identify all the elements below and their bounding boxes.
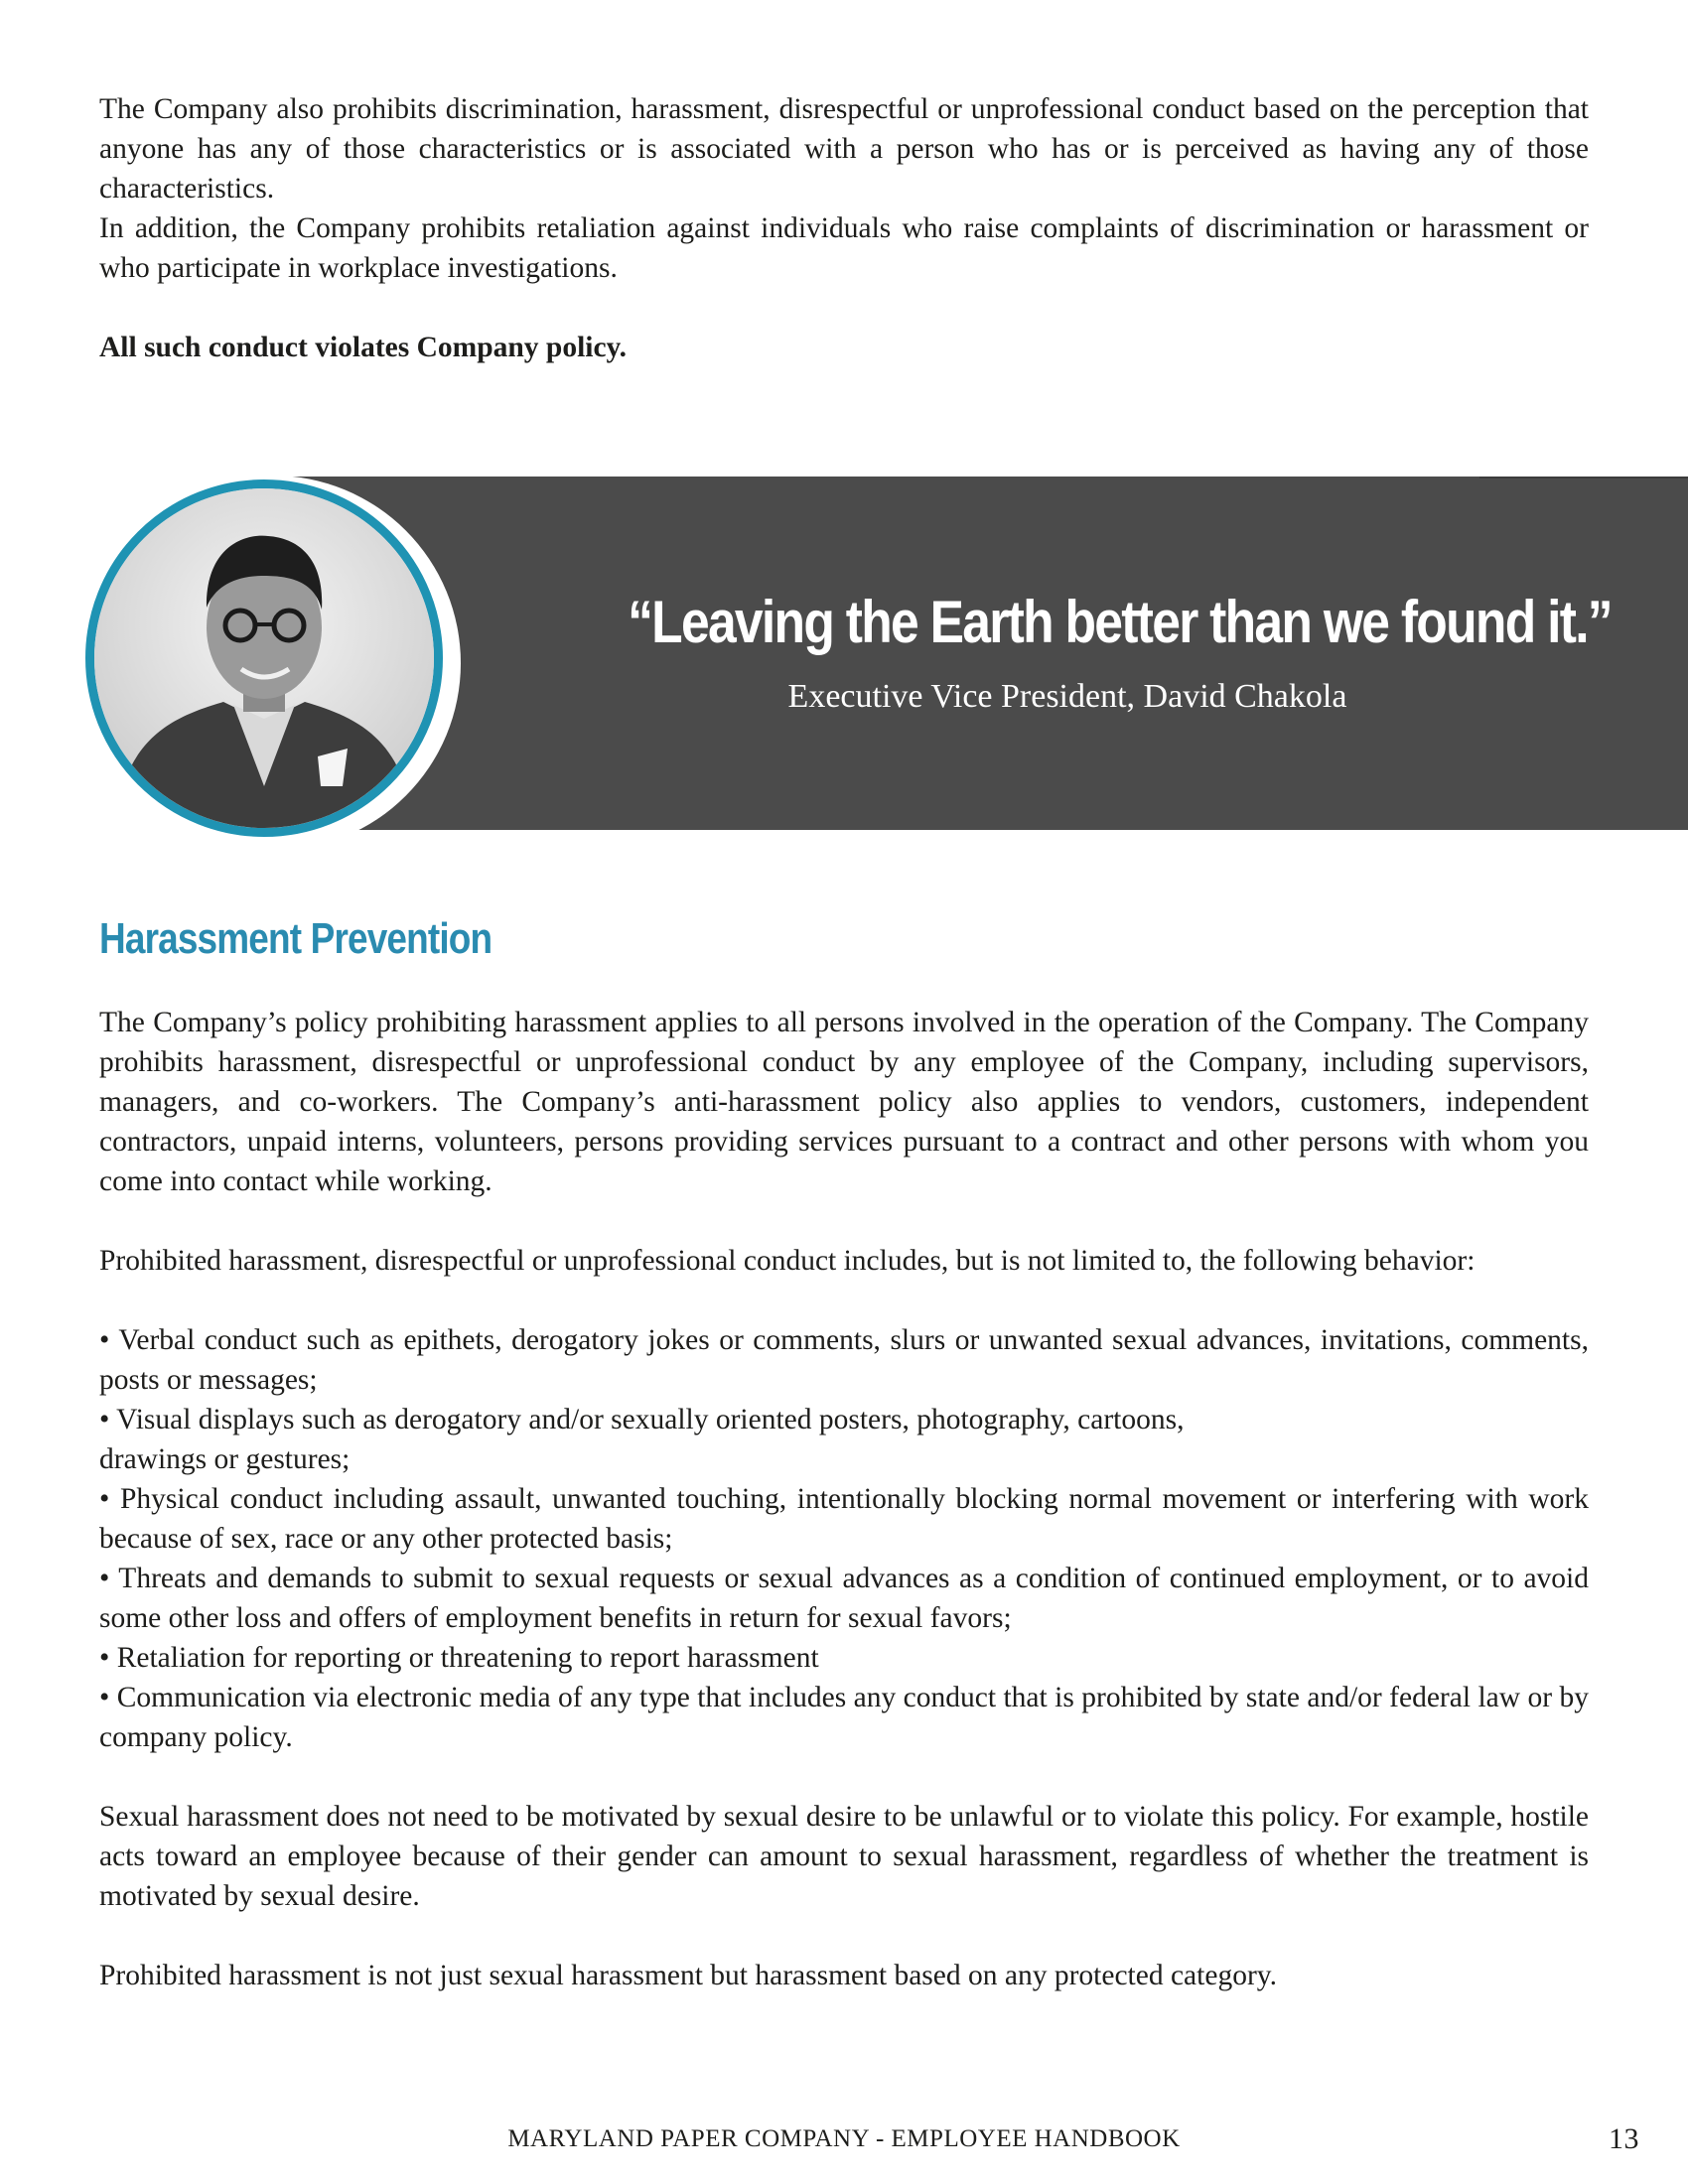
section-title: Harassment Prevention [99,914,492,963]
section-body [99,1003,1589,1995]
quote-text: “Leaving the Earth better than we found it.” [628,589,1612,655]
quote-attribution: Executive Vice President, David Chakola [787,678,1347,715]
list-item: • Physical conduct including assault, unwanted touching, intentionally blocking normal movement or interfering with work because of sex, race or any other protected basis; [99,1483,1589,1555]
behavior-list [99,1320,1589,1757]
page-number: 13 [1609,2122,1639,2155]
list-item: • Retaliation for reporting or threatening to report harassment [99,1642,819,1674]
person-photo-icon [94,488,434,828]
policy-paragraph-2: Prohibited harassment, disrespectful or unprofessional conduct includes, but is not limited to, the following behavior: [99,1245,1476,1277]
policy-paragraph-4: Prohibited harassment is not just sexual harassment but harassment based on any protected category. [99,1960,1277,1991]
list-item: • Threats and demands to submit to sexual requests or sexual advances as a condition of continued employment, or to avoid some other loss and offers of employment benefits in return for sexual favors; [99,1563,1589,1634]
list-item: • Visual displays such as derogatory and/or sexually oriented posters, photography, cartoons, [99,1404,1185,1435]
intro-text [99,89,1589,367]
footer-title: MARYLAND PAPER COMPANY - EMPLOYEE HANDBOOK [507,2125,1181,2152]
executive-portrait [85,479,443,837]
list-item: • Communication via electronic media of any type that includes any conduct that is prohibited by state and/or federal law or by company policy. [99,1682,1589,1753]
intro-paragraph-2: In addition, the Company prohibits retaliation against individuals who raise complaints of discrimination or harassment or who participate in workplace investigations. [99,212,1589,284]
policy-paragraph-1: The Company’s policy prohibiting harassment applies to all persons involved in the operation of the Company. The Company prohibits harassment, disrespectful or unprofessional conduct by any employee of the Company, including supervisors, managers, and co-workers. The Company’s anti-harassment policy also applies to vendors, customers, independent contractors, unpaid interns, volunteers, persons providing services pursuant to a contract and other persons with whom you come into contact while working. [99,1007,1589,1197]
intro-paragraph-1: The Company also prohibits discrimination, harassment, disrespectful or unprofessional conduct based on the perception that anyone has any of those characteristics or is associated with a person who has or is perceived as having any of those characteristics. [99,93,1589,205]
list-item: • Verbal conduct such as epithets, derogatory jokes or comments, slurs or unwanted sexual advances, invitations, comments, posts or messages; [99,1324,1589,1396]
banner-edge [1479,477,1688,478]
policy-paragraph-3: Sexual harassment does not need to be motivated by sexual desire to be unlawful or to violate this policy. For example, hostile acts toward an employee because of their gender can amount to sexual harassment, regardless of whether the treatment is motivated by sexual desire. [99,1801,1589,1912]
list-item: drawings or gestures; [99,1443,351,1475]
intro-bold-statement: All such conduct violates Company policy. [99,332,628,363]
